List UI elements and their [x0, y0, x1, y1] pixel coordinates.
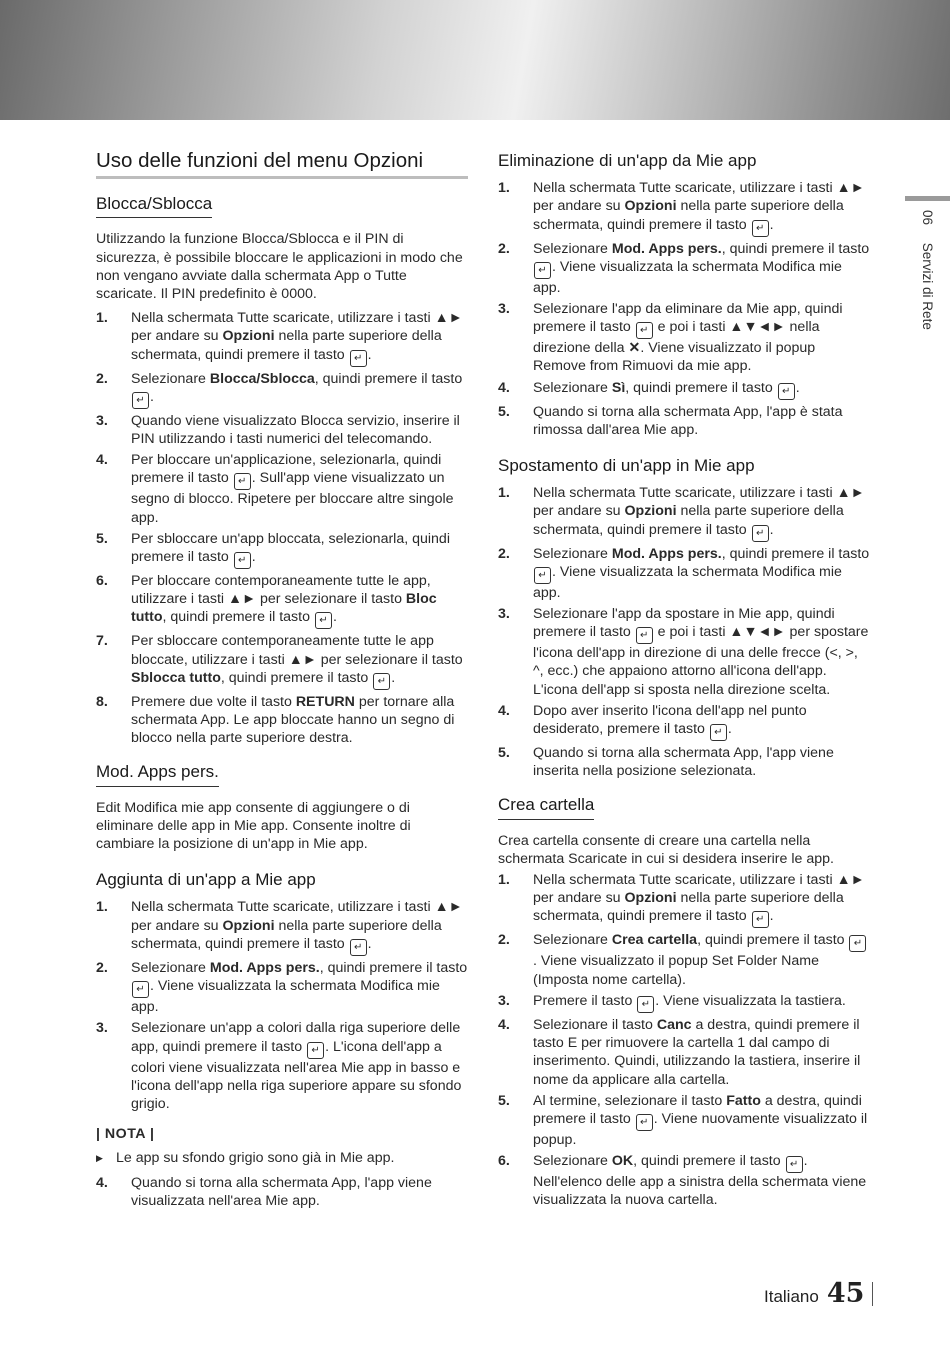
list-item: 2. Selezionare Mod. Apps pers., quindi premere il tasto ↵ . Viene visualizzata la schermata Modifica mie app.	[96, 959, 468, 1016]
blocca-intro: Utilizzando la funzione Blocca/Sblocca e il PIN di sicurezza, è possibile bloccare le applicazioni in modo che non vengano avviate dalla schermata App o Tutte scaricate. Il PIN predefinito è 0000.	[96, 231, 463, 303]
list-item: 2. Selezionare Crea cartella, quindi premere il tasto ↵. Viene visualizzato il popup Set Folder Name (Imposta nome cartella).	[498, 931, 870, 988]
enter-key-icon: ↵	[534, 262, 551, 279]
list-item: 1. Nella schermata Tutte scaricate, utilizzare i tasti ▲► per andare su Opzioni nella parte superiore della schermata, quindi premere il tasto ↵ .	[498, 871, 870, 928]
chapter-label	[920, 210, 935, 330]
list-item: 2. Selezionare Mod. Apps pers., quindi premere il tasto ↵ . Viene visualizzata la schermata Modifica mie app.	[498, 545, 870, 601]
chapter-number: 06	[920, 210, 935, 226]
footer-language: Italiano	[764, 1287, 819, 1306]
list-item: 4. Quando si torna alla schermata App, l'app viene visualizzata nell'area Mie app.	[96, 1174, 432, 1209]
chapter-title: Servizi di Rete	[920, 242, 935, 330]
enter-key-icon: ↵	[637, 996, 654, 1013]
list-item: 4. Dopo aver inserito l'icona dell'app nel punto desiderato, premere il tasto ↵ .	[498, 702, 870, 741]
enter-key-icon: ↵	[350, 350, 367, 367]
section-heading-sposta: Spostamento di un'app in Mie app	[498, 456, 755, 476]
list-item: 5. Al termine, selezionare il tasto Fatto a destra, quindi premere il tasto ↵ . Viene nuovamente visualizzato il popup.	[498, 1092, 868, 1148]
list-item: 3. Selezionare l'app da eliminare da Mie app, quindi premere il tasto ↵ e poi i tasti ▲▼◄► nella direzione della ✕. Viene visualizzato il popup Remove from Rimuovi da mie app.	[498, 301, 843, 375]
note-heading: | NOTA |	[96, 1126, 155, 1143]
enter-key-icon: ↵	[752, 525, 769, 542]
enter-key-icon: ↵	[778, 383, 795, 400]
page-number: 45	[826, 1278, 865, 1309]
elimina-steps	[498, 179, 870, 439]
page-title: Uso delle funzioni del menu Opzioni	[96, 152, 468, 179]
section-heading-crea: Crea cartella	[498, 796, 594, 819]
left-column	[96, 149, 468, 1210]
list-item: 7. Per sbloccare contemporaneamente tutte le app bloccate, utilizzare i tasti ▲► per selezionare il tasto Sblocca tutto, quindi premere il tasto ↵ .	[96, 632, 468, 689]
enter-key-icon: ↵	[636, 627, 653, 644]
list-item: 1. Nella schermata Tutte scaricate, utilizzare i tasti ▲► per andare su Opzioni nella parte superiore della schermata, quindi premere il tasto ↵ .	[96, 309, 468, 366]
list-item: ▶ Le app su sfondo grigio sono già in Mie app.	[96, 1150, 395, 1167]
note-list	[96, 1149, 468, 1167]
close-x-icon: ✕	[628, 340, 641, 357]
aggiunta-steps-cont	[96, 1174, 468, 1210]
list-item: 4. Per bloccare un'applicazione, selezionarla, quindi premere il tasto ↵ . Sull'app viene visualizzato un segno di blocco. Ripetere per bloccare altre singole app.	[96, 452, 454, 526]
chapter-tab-bar	[905, 196, 950, 201]
bullet-arrow-icon: ▶	[96, 1153, 103, 1164]
list-item: 8. Premere due volte il tasto RETURN per tornare alla schermata App. Le app bloccate hanno un segno di blocco nella parte superiore destra.	[96, 693, 455, 747]
sposta-steps	[498, 484, 870, 780]
list-item: 6. Selezionare OK, quindi premere il tasto ↵ . Nell'elenco delle app a sinistra della schermata viene visualizzata la nuova cartella.	[498, 1153, 867, 1209]
enter-key-icon: ↵	[350, 939, 367, 956]
list-item: 1. Nella schermata Tutte scaricate, utilizzare i tasti ▲► per andare su Opzioni nella parte superiore della schermata, quindi premere il tasto ↵ .	[498, 179, 870, 236]
enter-key-icon: ↵	[234, 552, 251, 569]
enter-key-icon: ↵	[307, 1042, 324, 1059]
list-item: 5. Per sbloccare un'app bloccata, selezionarla, quindi premere il tasto ↵ .	[96, 530, 468, 569]
mod-intro: Edit Modifica mie app consente di aggiungere o di eliminare delle app in Mie app. Consente inoltre di cambiare la posizione di un'app in Mie app.	[96, 799, 411, 853]
list-item: 6. Per bloccare contemporaneamente tutte le app, utilizzare i tasti ▲► per selezionare il tasto Bloc tutto, quindi premere il tasto ↵ .	[96, 572, 468, 629]
enter-key-icon: ↵	[752, 911, 769, 928]
enter-key-icon: ↵	[132, 392, 149, 409]
enter-key-icon: ↵	[849, 935, 866, 952]
section-heading-mod: Mod. Apps pers.	[96, 763, 219, 786]
list-item: 3. Premere il tasto ↵ . Viene visualizzata la tastiera.	[498, 992, 870, 1013]
section-heading-blocca: Blocca/Sblocca	[96, 195, 212, 218]
list-item: 5. Quando si torna alla schermata App, l'app è stata rimossa dall'area Mie app.	[498, 403, 843, 438]
enter-key-icon: ↵	[534, 567, 551, 584]
list-item: 2. Selezionare Mod. Apps pers., quindi premere il tasto ↵ . Viene visualizzata la schermata Modifica mie app.	[498, 240, 870, 296]
list-item: 1. Nella schermata Tutte scaricate, utilizzare i tasti ▲► per andare su Opzioni nella parte superiore della schermata, quindi premere il tasto ↵ .	[498, 484, 870, 541]
section-heading-elimina: Eliminazione di un'app da Mie app	[498, 151, 757, 170]
enter-key-icon: ↵	[710, 724, 727, 741]
crea-intro: Crea cartella consente di creare una cartella nella schermata Scaricate in cui si desidera inserire le app.	[498, 832, 834, 867]
page-footer	[764, 1278, 873, 1309]
list-item: 3. Selezionare l'app da spostare in Mie app, quindi premere il tasto ↵ e poi i tasti ▲▼◄► per spostare l'icona dell'app in direzione di una delle frecce (<, >, ^, ecc.) che appaiono attorno all'icona dell'app. L'icona dell'app si sposta nella direzione scelta.	[498, 606, 869, 698]
crea-steps	[498, 871, 870, 1209]
enter-key-icon: ↵	[786, 1156, 803, 1173]
enter-key-icon: ↵	[752, 220, 769, 237]
list-item: 5. Quando si torna alla schermata App, l'app viene inserita nella posizione selezionata.	[498, 745, 834, 780]
list-item: 2. Selezionare Blocca/Sblocca, quindi premere il tasto ↵ .	[96, 370, 468, 409]
enter-key-icon: ↵	[315, 612, 332, 629]
header-banner	[0, 0, 950, 120]
enter-key-icon: ↵	[132, 981, 149, 998]
list-item: 4. Selezionare il tasto Canc a destra, quindi premere il tasto E per rimuovere la cartella 1 dal campo di inserimento. Quindi, utilizzando la tastiera, inserire il nome da applicare alla cartella.	[498, 1016, 861, 1088]
list-item: 1. Nella schermata Tutte scaricate, utilizzare i tasti ▲► per andare su Opzioni nella parte superiore della schermata, quindi premere il tasto ↵ .	[96, 898, 468, 955]
list-item: 4. Selezionare Sì, quindi premere il tasto ↵ .	[498, 379, 870, 400]
list-item: 3. Selezionare un'app a colori dalla riga superiore delle app, quindi premere il tasto ↵ . L'icona dell'app a colori viene visualizzata nell'area Mie app in basso e l'icona dell'app nella riga superiore appare su sfondo grigio.	[96, 1020, 462, 1112]
enter-key-icon: ↵	[234, 473, 251, 490]
enter-key-icon: ↵	[636, 322, 653, 339]
blocca-steps	[96, 309, 468, 747]
footer-divider	[872, 1282, 873, 1306]
list-item: 3. Quando viene visualizzato Blocca servizio, inserire il PIN utilizzando i tasti numerici del telecomando.	[96, 412, 460, 448]
enter-key-icon: ↵	[373, 673, 390, 690]
enter-key-icon: ↵	[636, 1114, 653, 1131]
aggiunta-steps	[96, 898, 468, 1113]
section-heading-aggiunta: Aggiunta di un'app a Mie app	[96, 870, 316, 890]
right-column	[498, 152, 870, 1210]
